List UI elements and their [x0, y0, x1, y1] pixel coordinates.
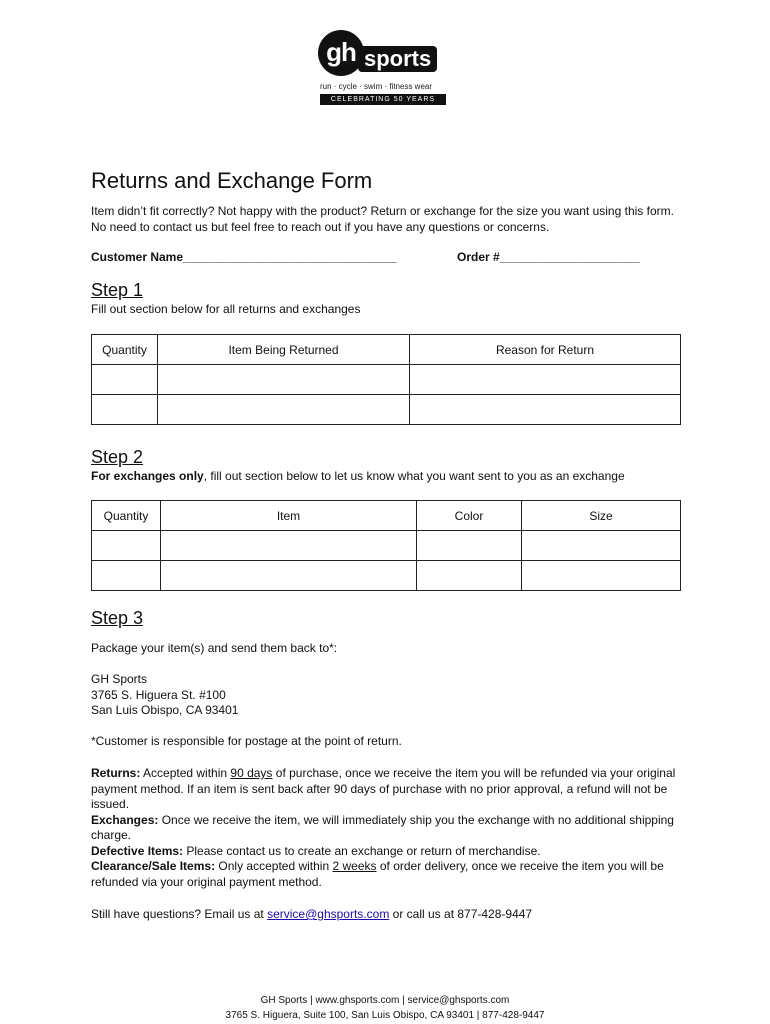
- clearance-text: Only accepted within: [215, 859, 333, 873]
- defective-label: Defective Items:: [91, 843, 184, 858]
- size-cell[interactable]: [522, 531, 681, 561]
- returns-policy: [91, 766, 691, 813]
- reason-cell[interactable]: [410, 395, 681, 425]
- address-line: GH Sports: [91, 672, 148, 686]
- returns-days: 90 days: [230, 766, 273, 780]
- email-link[interactable]: service@ghsports.com: [267, 907, 390, 921]
- item-cell[interactable]: [158, 395, 410, 425]
- exchanges-text: Once we receive the item, we will immediately ship you the exchange with no additional shipping charge.: [91, 812, 674, 842]
- returns-text-rest: of purchase, once we receive the item you will be refunded via your original payment method. If an item is sent back after 90 days of purchase with no prior approval, a refund will not be issued.: [91, 766, 676, 811]
- quantity-cell[interactable]: [92, 531, 161, 561]
- col-quantity: Quantity: [92, 335, 158, 365]
- quantity-cell[interactable]: [92, 561, 161, 591]
- intro-text: Item didn’t fit correctly? Not happy with the product? Return or exchange for the size you want using this form. No need to contact us but feel free to reach out if you have any questions or concerns.: [91, 204, 674, 234]
- page-title: Returns and Exchange Form: [91, 168, 373, 193]
- defective-text: Please contact us to create an exchange or return of merchandise.: [183, 843, 541, 858]
- step2-subtitle-bold: For exchanges only: [91, 469, 204, 483]
- step2-heading: Step 2: [91, 447, 144, 467]
- clearance-weeks: 2 weeks: [332, 859, 377, 873]
- size-cell[interactable]: [522, 561, 681, 591]
- step2-subtitle: [91, 469, 625, 483]
- step2-subtitle-rest: , fill out section below to let us know what you want sent to you as an exchange: [203, 469, 625, 483]
- col-size: Size: [522, 501, 681, 531]
- table-row: [92, 365, 681, 395]
- contact-line: [91, 907, 532, 923]
- step3-instructions: Package your item(s) and send them back to*:: [91, 641, 338, 655]
- clearance-text-rest: of order delivery, once we receive the item you will be refunded via your original payment method.: [91, 859, 664, 889]
- returns-text: Accepted within: [140, 766, 231, 780]
- reason-cell[interactable]: [410, 365, 681, 395]
- col-reason: Reason for Return: [410, 335, 681, 365]
- customer-name-field[interactable]: Customer Name________________________________: [91, 250, 397, 264]
- item-cell[interactable]: [158, 365, 410, 395]
- returns-label: Returns:: [91, 766, 141, 780]
- table-row: [92, 395, 681, 425]
- col-color: Color: [417, 501, 522, 531]
- color-cell[interactable]: [417, 531, 522, 561]
- address-line: San Luis Obispo, CA 93401: [91, 703, 239, 717]
- customer-info-row: [91, 250, 691, 264]
- col-item-returned: Item Being Returned: [158, 335, 410, 365]
- address-line: 3765 S. Higuera St. #100: [91, 687, 226, 702]
- logo-gh-mark: gh: [318, 30, 364, 76]
- postage-note: *Customer is responsible for postage at the point of return.: [91, 734, 402, 748]
- col-quantity: Quantity: [92, 501, 161, 531]
- contact-text: Still have questions? Email us at: [91, 907, 268, 921]
- quantity-cell[interactable]: [92, 395, 158, 425]
- clearance-label: Clearance/Sale Items:: [91, 859, 216, 873]
- table-row: [92, 561, 681, 591]
- item-cell[interactable]: [161, 561, 417, 591]
- logo-tagline: run · cycle · swim · fitness wear: [320, 82, 433, 91]
- step1-heading: Step 1: [91, 280, 144, 300]
- logo-banner: CELEBRATING 50 YEARS: [320, 94, 446, 105]
- returns-table: [91, 334, 681, 425]
- policies-section: [91, 766, 691, 890]
- order-number-field[interactable]: Order #_____________________: [457, 250, 640, 264]
- step1-subtitle: Fill out section below for all returns and exchanges: [91, 302, 361, 316]
- table-row: [92, 531, 681, 561]
- gh-sports-logo: [318, 30, 450, 106]
- table-header-row: [92, 335, 681, 365]
- item-cell[interactable]: [161, 531, 417, 561]
- footer-line-2: 3765 S. Higuera, Suite 100, San Luis Obispo, CA 93401 | 877-428-9447: [225, 1010, 545, 1021]
- exchange-table: [91, 500, 681, 591]
- step3-heading: Step 3: [91, 608, 144, 628]
- table-header-row: [92, 501, 681, 531]
- logo-sports-wordmark: sports: [358, 46, 437, 72]
- return-address: [91, 672, 238, 719]
- footer-line-1: GH Sports | www.ghsports.com | service@ghsports.com: [260, 995, 510, 1006]
- quantity-cell[interactable]: [92, 365, 158, 395]
- color-cell[interactable]: [417, 561, 522, 591]
- exchanges-policy: [91, 813, 691, 844]
- contact-phone-text: or call us at 877-428-9447: [389, 907, 533, 921]
- defective-policy: [91, 844, 691, 860]
- col-item: Item: [161, 501, 417, 531]
- clearance-policy: [91, 859, 691, 890]
- exchanges-label: Exchanges:: [91, 812, 159, 827]
